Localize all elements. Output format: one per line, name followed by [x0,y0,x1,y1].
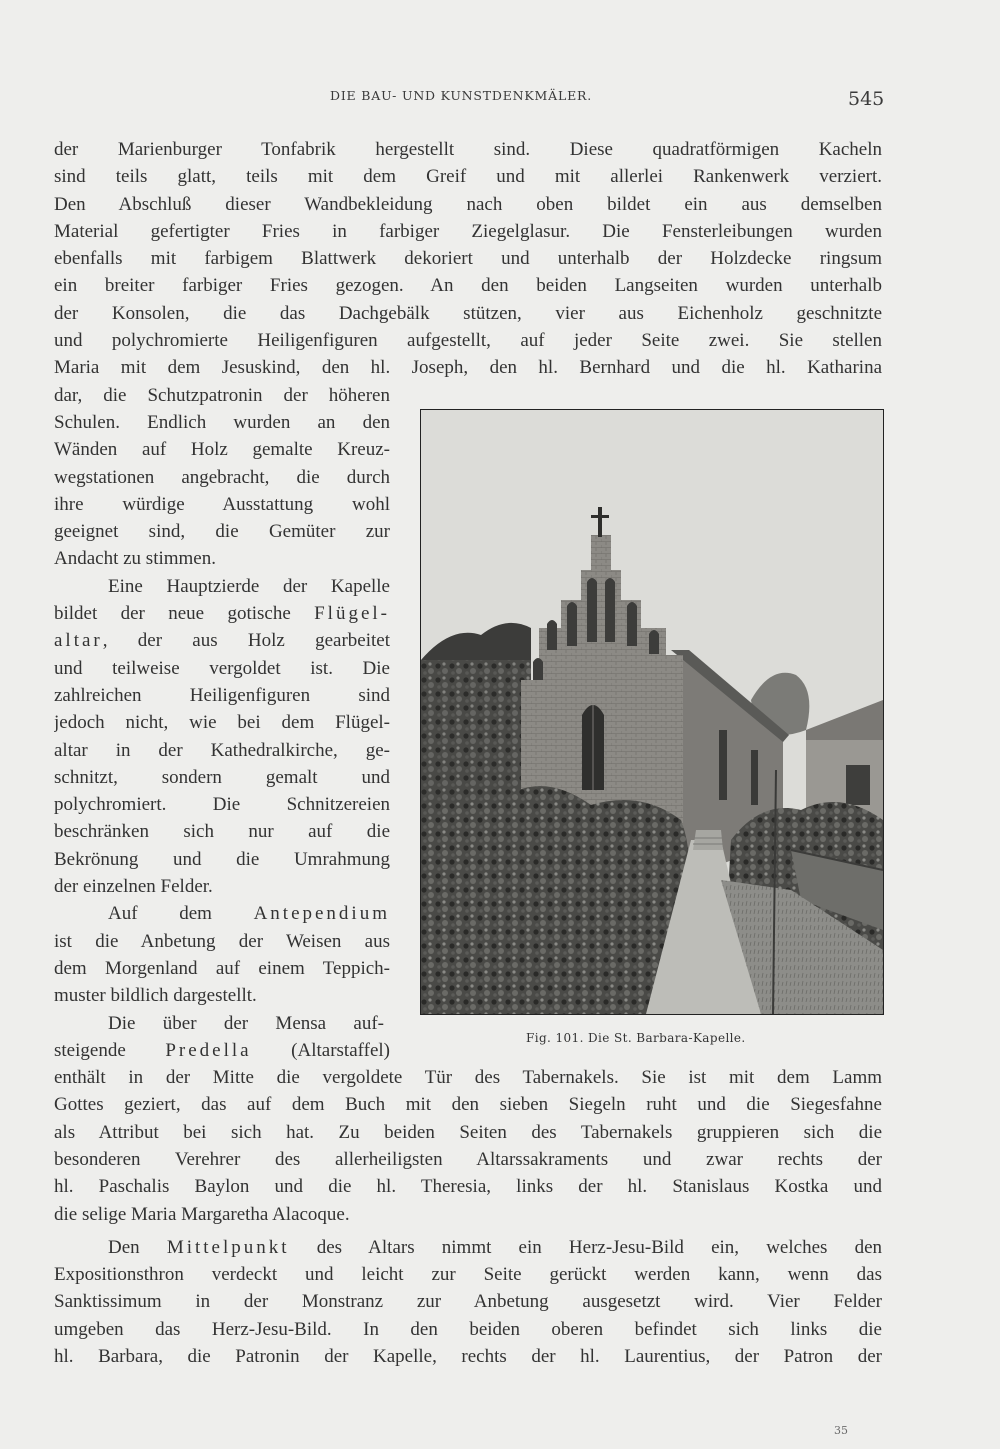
text-line: schnitzt, sondern gemalt und [54,766,390,788]
text-line: ebenfalls mit farbigem Blattwerk dekoriert und unterhalb der Holzdecke ringsum [54,248,882,270]
chapel-photograph [420,409,884,1015]
text-line: enthält in der Mitte die vergoldete Tür des Tabernakels. Sie ist mit dem Lamm [54,1067,882,1089]
text-span: des Altars nimmt ein Herz-Jesu-Bild ein, welches den [289,1236,882,1258]
running-head: DIE BAU- UND KUNSTDENKMÄLER. [330,88,592,103]
text-line: als Attribut bei sich hat. Zu beiden Seiten des Tabernakels gruppieren sich die [54,1121,882,1143]
text-line: der Marienburger Tonfabrik hergestellt sind. Diese quadratförmigen Kacheln [54,139,882,160]
text-line: jedoch nicht, wie bei dem Flügel- [54,712,390,734]
text-line: umgeben das Herz-Jesu-Bild. In den beiden oberen befindet sich links die [54,1318,882,1340]
text-line: Eine Hauptzierde der Kapelle [108,575,390,597]
text-line: altar in der Kathedralkirche, ge- [54,739,390,761]
text-line: Den Abschluß dieser Wandbekleidung nach oben bildet ein aus demselben [54,193,882,215]
text-line: dem Morgenland auf einem Teppich- [54,957,390,979]
text-span: (Altarstaffel) [251,1039,390,1061]
text-line: die selige Maria Margaretha Alacoque. [54,1203,350,1225]
text-line: ein breiter farbiger Fries gezogen. An den beiden Langseiten wurden unterhalb [54,275,882,297]
text-line: der Konsolen, die das Dachgebälk stützen, vier aus Eichenholz geschnitzte [54,302,882,324]
text-line: ihre würdige Ausstattung wohl [54,493,390,515]
text-line: polychromiert. Die Schnitzereien [54,794,390,816]
text-line: der einzelnen Felder. [54,876,213,898]
text-line: Sanktissimum in der Monstranz zur Anbetung ausgesetzt wird. Vier Felder [54,1291,882,1313]
text-line: und teilweise vergoldet ist. Die [54,657,390,679]
text-line [54,1234,882,1261]
printer-signature: 35 [834,1424,848,1437]
text-line [54,900,390,927]
text-line: dar, die Schutzpatronin der höheren [54,384,390,406]
text-line: muster bildlich dargestellt. [54,985,257,1007]
text-line: Maria mit dem Jesuskind, den hl. Joseph, den hl. Bernhard und die hl. Katharina [54,357,882,379]
figure-caption: Fig. 101. Die St. Barbara-Kapelle. [526,1031,746,1045]
text-line: hl. Barbara, die Patronin der Kapelle, rechts der hl. Laurentius, der Patron der [54,1346,882,1368]
text-line: Material gefertigter Fries in farbiger Ziegelglasur. Die Fensterleibungen wurden [54,220,882,242]
text-span: , der aus Holz gearbeitet [102,630,390,652]
text-line [54,1037,390,1064]
emphasis-term: altar [54,630,103,652]
text-span: steigende [54,1039,166,1061]
text-span: bildet der neue gotische [54,603,315,625]
text-line: Expositionsthron verdeckt und leicht zur Seite gerückt werden kann, wenn das [54,1264,882,1286]
text-line: wegstationen angebracht, die durch [54,466,390,488]
chapel-illustration [421,410,883,1014]
emphasis-term: Antependium [253,903,390,925]
page-number: 545 [848,88,885,110]
text-line: zahlreichen Heiligenfiguren sind [54,684,390,706]
text-line: hl. Paschalis Baylon und die hl. Theresia, links der hl. Stanislaus Kostka und [54,1176,882,1198]
text-line: besonderen Verehrer des allerheiligsten Altarssakraments und zwar rechts der [54,1148,882,1170]
text-line [54,627,390,654]
text-line: Bekrönung und die Umrahmung [54,848,390,870]
text-line: ist die Anbetung der Weisen aus [54,930,390,952]
text-line: Andacht zu stimmen. [54,548,216,570]
text-line: beschränken sich nur auf die [54,821,390,843]
emphasis-term: Predella [165,1039,252,1061]
text-span: Den [108,1236,167,1258]
text-line: Die über der Mensa auf- [108,1012,384,1034]
text-line: Gottes geziert, das auf dem Buch mit den sieben Siegeln ruht und die Siegesfahne [54,1094,882,1116]
emphasis-term: Flügel- [314,603,390,625]
text-line [54,600,390,627]
text-span: Auf dem [108,903,254,925]
text-line: Schulen. Endlich wurden an den [54,411,390,433]
text-line: und polychromierte Heiligenfiguren aufgestellt, auf jeder Seite zwei. Sie stellen [54,330,882,352]
text-line: geeignet sind, die Gemüter zur [54,521,390,543]
text-line: Wänden auf Holz gemalte Kreuz- [54,439,390,461]
emphasis-term: Mittelpunkt [166,1236,290,1258]
text-line: sind teils glatt, teils mit dem Greif und mit allerlei Rankenwerk verziert. [54,166,882,188]
